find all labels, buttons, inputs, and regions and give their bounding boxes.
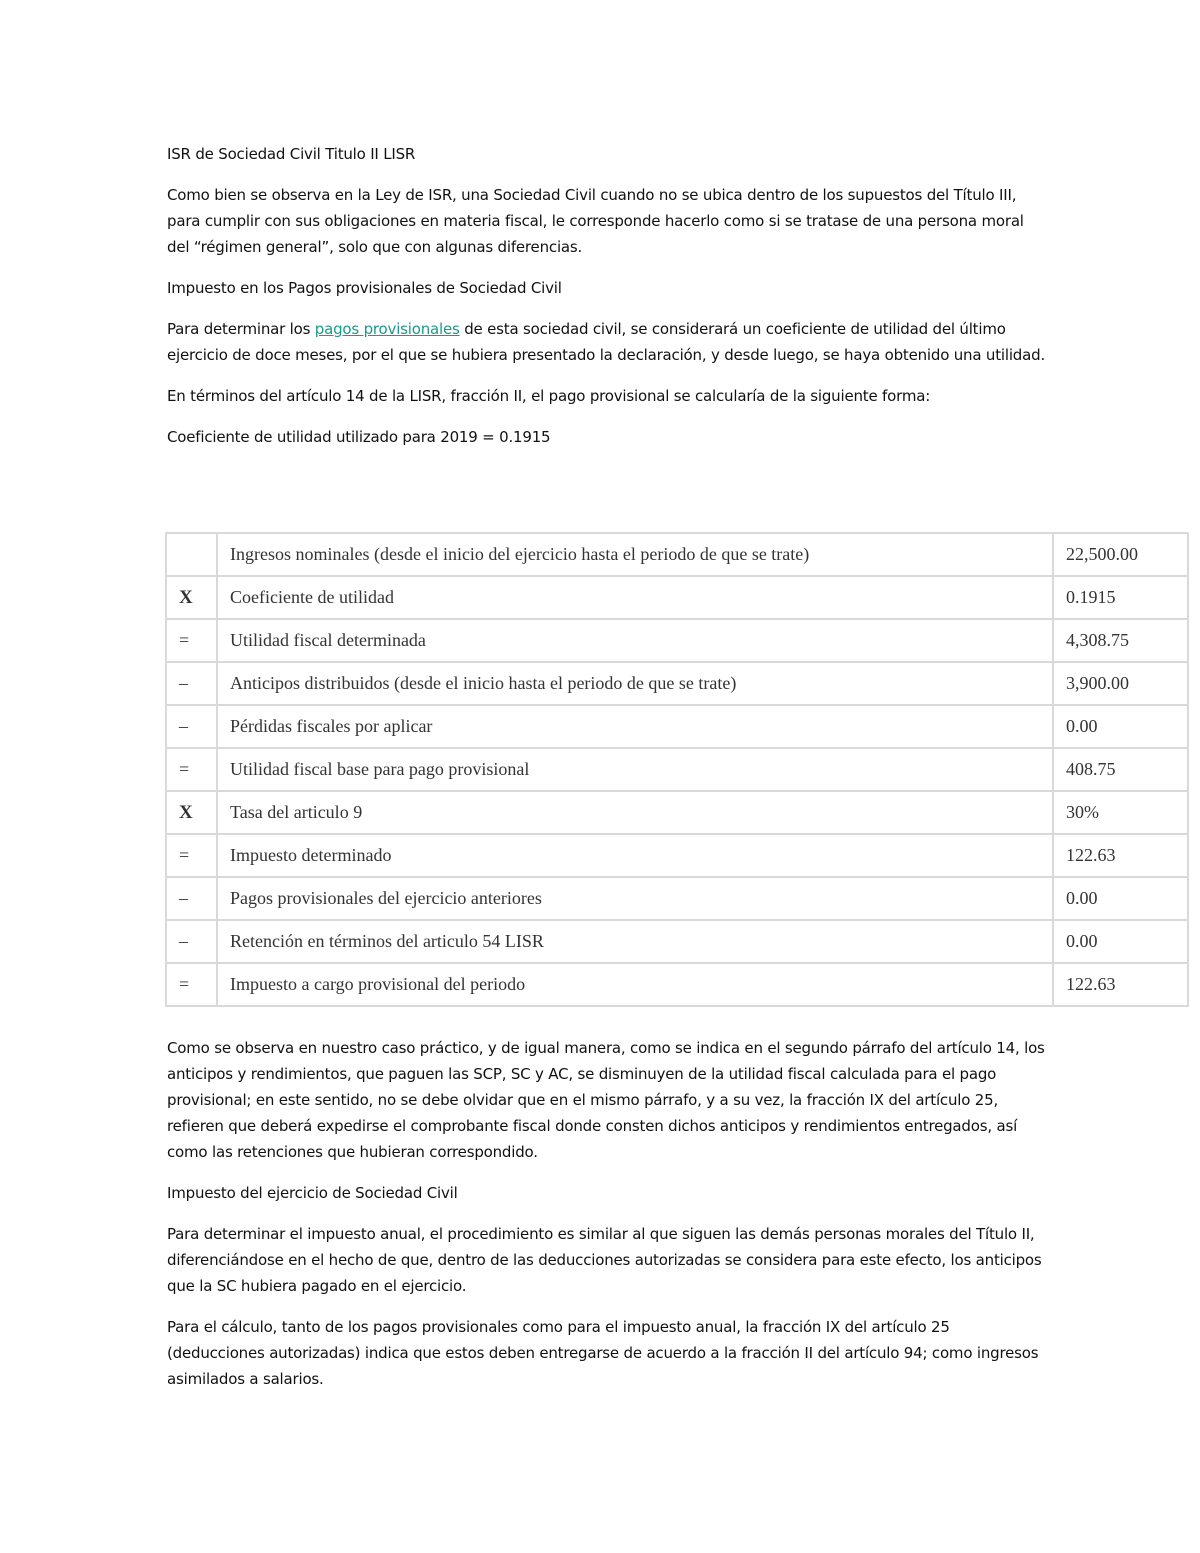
heading-isr-sociedad-civil: ISR de Sociedad Civil Titulo II LISR xyxy=(167,145,416,163)
operator-cell: – xyxy=(166,920,217,963)
concept-cell: Anticipos distribuidos (desde el inicio hasta el periodo de que se trate) xyxy=(217,662,1053,705)
amount-cell: 122.63 xyxy=(1053,834,1188,877)
table-row xyxy=(166,791,1188,834)
paragraph-coeficiente-end: de esta sociedad civil, se considerará un coeficiente de utilidad del último ejercicio de doce meses, por el que se hubiera presentado la declaración, y desde luego, se haya obtenido una utilidad. xyxy=(167,320,1046,364)
operator-cell: = xyxy=(166,963,217,1006)
calculation-table xyxy=(165,532,1189,1007)
conclusion-section xyxy=(167,1035,1047,1407)
paragraph-calculo: Para el cálculo, tanto de los pagos provisionales como para el impuesto anual, la fracción IX del artículo 25 (deducciones autorizadas) indica que estos deben entregarse de acuerdo a la fracción II del artículo 94; como ingresos asimilados a salarios. xyxy=(167,1318,1039,1388)
concept-cell: Utilidad fiscal determinada xyxy=(217,619,1053,662)
operator-cell: – xyxy=(166,662,217,705)
table-row xyxy=(166,877,1188,920)
table-row xyxy=(166,533,1188,576)
paragraph-articulo-14: En términos del artículo 14 de la LISR, fracción II, el pago provisional se calcularía de la siguiente forma: xyxy=(167,387,931,405)
pagos-provisionales-link[interactable]: pagos provisionales xyxy=(314,320,460,338)
concept-cell: Pérdidas fiscales por aplicar xyxy=(217,705,1053,748)
amount-cell: 0.00 xyxy=(1053,920,1188,963)
operator-cell: = xyxy=(166,748,217,791)
concept-cell: Coeficiente de utilidad xyxy=(217,576,1053,619)
amount-cell: 0.00 xyxy=(1053,877,1188,920)
amount-cell: 30% xyxy=(1053,791,1188,834)
calculation-table-body xyxy=(166,533,1188,1006)
heading-pagos-provisionales: Impuesto en los Pagos provisionales de Sociedad Civil xyxy=(167,279,562,297)
concept-cell: Impuesto determinado xyxy=(217,834,1053,877)
operator-cell: – xyxy=(166,705,217,748)
paragraph-coeficiente-2019: Coeficiente de utilidad utilizado para 2019 = 0.1915 xyxy=(167,428,551,446)
paragraph-intro: Como bien se observa en la Ley de ISR, una Sociedad Civil cuando no se ubica dentro de los supuestos del Título III, para cumplir con sus obligaciones en materia fiscal, le corresponde hacerlo como si se tratase de una persona moral del “régimen general”, solo que con algunas diferencias. xyxy=(167,186,1024,256)
concept-cell: Pagos provisionales del ejercicio anteriores xyxy=(217,877,1053,920)
amount-cell: 0.1915 xyxy=(1053,576,1188,619)
table-row xyxy=(166,920,1188,963)
paragraph-coeficiente xyxy=(167,316,1047,368)
amount-cell: 22,500.00 xyxy=(1053,533,1188,576)
amount-cell: 3,900.00 xyxy=(1053,662,1188,705)
amount-cell: 0.00 xyxy=(1053,705,1188,748)
operator-cell xyxy=(166,533,217,576)
concept-cell: Impuesto a cargo provisional del periodo xyxy=(217,963,1053,1006)
paragraph-coeficiente-start: Para determinar los xyxy=(167,320,315,338)
table-row xyxy=(166,576,1188,619)
operator-cell: – xyxy=(166,877,217,920)
concept-cell: Tasa del articulo 9 xyxy=(217,791,1053,834)
concept-cell: Retención en términos del articulo 54 LISR xyxy=(217,920,1053,963)
amount-cell: 122.63 xyxy=(1053,963,1188,1006)
concept-cell: Ingresos nominales (desde el inicio del ejercicio hasta el periodo de que se trate) xyxy=(217,533,1053,576)
operator-cell: = xyxy=(166,834,217,877)
operator-cell: X xyxy=(166,576,217,619)
intro-section xyxy=(167,141,1047,465)
table-row xyxy=(166,619,1188,662)
table-row xyxy=(166,963,1188,1006)
amount-cell: 408.75 xyxy=(1053,748,1188,791)
amount-cell: 4,308.75 xyxy=(1053,619,1188,662)
operator-cell: X xyxy=(166,791,217,834)
table-row xyxy=(166,705,1188,748)
concept-cell: Utilidad fiscal base para pago provisional xyxy=(217,748,1053,791)
table-row xyxy=(166,834,1188,877)
operator-cell: = xyxy=(166,619,217,662)
table-row xyxy=(166,748,1188,791)
paragraph-caso-practico: Como se observa en nuestro caso práctico, y de igual manera, como se indica en el segundo párrafo del artículo 14, los anticipos y rendimientos, que paguen las SCP, SC y AC, se disminuyen de la utilidad fiscal calculada para el pago provisional; en este sentido, no se debe olvidar que en el mismo párrafo, y a su vez, la fracción IX del artículo 25, refieren que deberá expedirse el comprobante fiscal donde consten dichos anticipos y rendimientos entregados, así como las retenciones que hubieran correspondido. xyxy=(167,1039,1045,1161)
table-row xyxy=(166,662,1188,705)
heading-impuesto-ejercicio: Impuesto del ejercicio de Sociedad Civil xyxy=(167,1184,458,1202)
paragraph-impuesto-anual: Para determinar el impuesto anual, el procedimiento es similar al que siguen las demás personas morales del Título II, diferenciándose en el hecho de que, dentro de las deducciones autorizadas se considera para este efecto, los anticipos que la SC hubiera pagado en el ejercicio. xyxy=(167,1225,1042,1295)
